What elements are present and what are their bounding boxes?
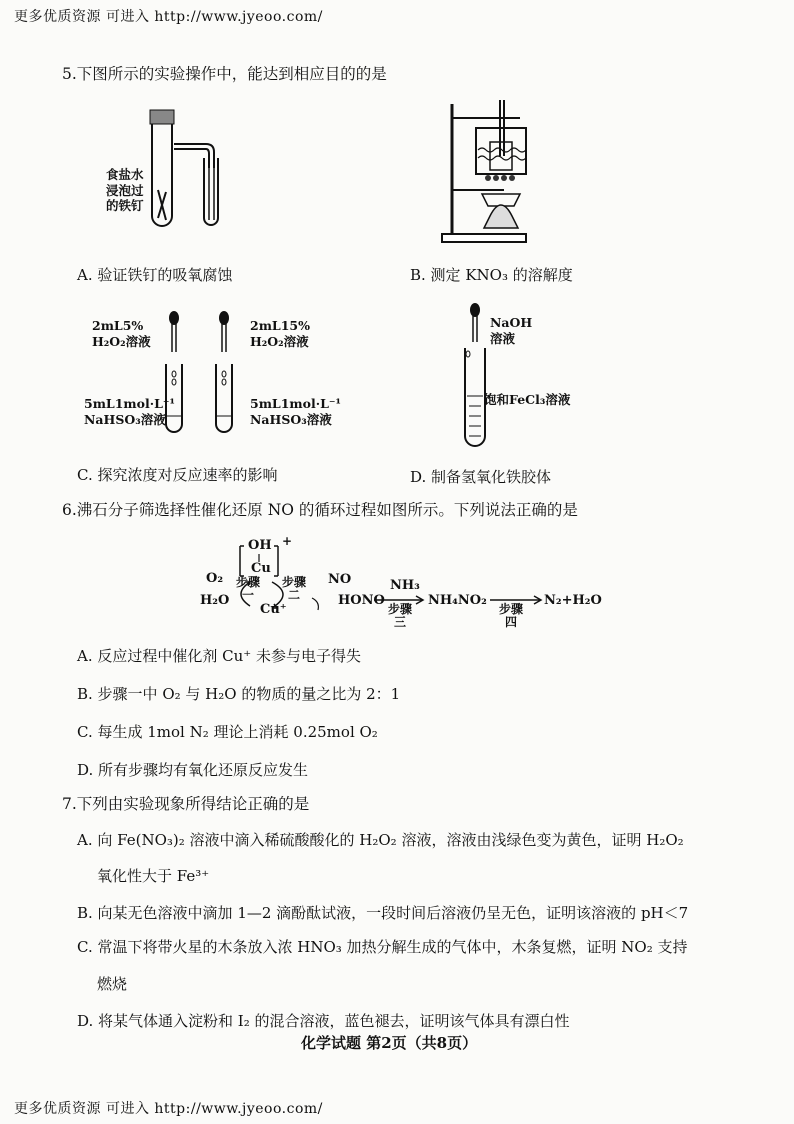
q6-cu-plus: Cu⁺ <box>260 602 287 617</box>
q6-cu: Cu <box>251 561 271 576</box>
q6-nh3: NH₃ <box>390 578 420 593</box>
q6-option-d: D. 所有步骤均有氧化还原反应发生 <box>77 761 309 779</box>
q5-c-right-top-label: 2mL15% H₂O₂溶液 <box>250 318 310 349</box>
q6-oh: OH <box>248 538 272 553</box>
q6-step3: 步骤 三 <box>388 602 413 630</box>
q5-figure-b <box>440 98 540 248</box>
q5-option-b: B. 测定 KNO₃ 的溶解度 <box>410 266 573 284</box>
q6-stem: 6.沸石分子筛选择性催化还原 NO 的循环过程如图所示。下列说法正确的是 <box>62 501 578 519</box>
page-footer: 化学试题 第2页（共8页） <box>301 1034 478 1052</box>
q6-option-c: C. 每生成 1mol N₂ 理论上消耗 0.25mol O₂ <box>77 723 378 741</box>
q7-stem: 7.下列由实验现象所得结论正确的是 <box>62 795 310 813</box>
q6-no: NO <box>328 572 352 587</box>
q5-figure-d <box>455 300 495 450</box>
q7-option-c-line1: C. 常温下将带火星的木条放入浓 HNO₃ 加热分解生成的气体中，木条复燃，证明 NO₂ 支持 <box>77 938 688 956</box>
q5-stem: 5.下图所示的实验操作中，能达到相应目的的是 <box>62 65 387 83</box>
q6-step1: 步骤 一 <box>236 575 261 603</box>
q6-h2o: H₂O <box>200 593 230 608</box>
q5-c-right-bottom-label: 5mL1mol·L⁻¹ NaHSO₃溶液 <box>250 396 341 427</box>
footer-link-text: 更多优质资源 可进入 http://www.jyeoo.com/ <box>14 1101 323 1117</box>
q5-d-top-label: NaOH 溶液 <box>490 315 533 346</box>
q6-step2: 步骤 二 <box>282 575 307 603</box>
q6-option-a: A. 反应过程中催化剂 Cu⁺ 未参与电子得失 <box>77 647 361 665</box>
q5-c-left-top-label: 2mL5% H₂O₂溶液 <box>92 318 151 349</box>
q7-option-d: D. 将某气体通入淀粉和 I₂ 的混合溶液，蓝色褪去，证明该气体具有漂白性 <box>77 1012 570 1030</box>
q5-d-side-label: 饱和FeCl₃溶液 <box>484 392 571 407</box>
q7-option-a-line2: 氧化性大于 Fe³⁺ <box>97 867 210 885</box>
q5-a-label: 食盐水 浸泡过 的铁钉 <box>106 167 144 214</box>
q5-option-d: D. 制备氢氧化铁胶体 <box>410 468 552 486</box>
q5-option-a: A. 验证铁钉的吸氧腐蚀 <box>77 266 233 284</box>
q6-nh4no2: NH₄NO₂ <box>428 593 487 608</box>
q5-option-c: C. 探究浓度对反应速率的影响 <box>77 466 278 484</box>
q6-plus: + <box>282 534 293 548</box>
q6-hono: HONO <box>338 593 385 608</box>
q5-c-left-bottom-label: 5mL1mol·L⁻¹ NaHSO₃溶液 <box>84 396 175 427</box>
q6-option-b: B. 步骤一中 O₂ 与 H₂O 的物质的量之比为 2：1 <box>77 685 401 703</box>
q7-option-a-line1: A. 向 Fe(NO₃)₂ 溶液中滴入稀硫酸酸化的 H₂O₂ 溶液，溶液由浅绿色变为黄色，证明 H₂O₂ <box>77 831 684 849</box>
q7-option-c-line2: 燃烧 <box>97 975 128 993</box>
q6-product: N₂+H₂O <box>544 593 602 608</box>
q6-step4: 步骤 四 <box>499 602 524 630</box>
q6-o2: O₂ <box>206 571 224 586</box>
header-link-text: 更多优质资源 可进入 http://www.jyeoo.com/ <box>14 9 323 25</box>
q7-option-b: B. 向某无色溶液中滴加 1—2 滴酚酞试液，一段时间后溶液仍呈无色，证明该溶液的 pH＜7 <box>77 904 689 922</box>
